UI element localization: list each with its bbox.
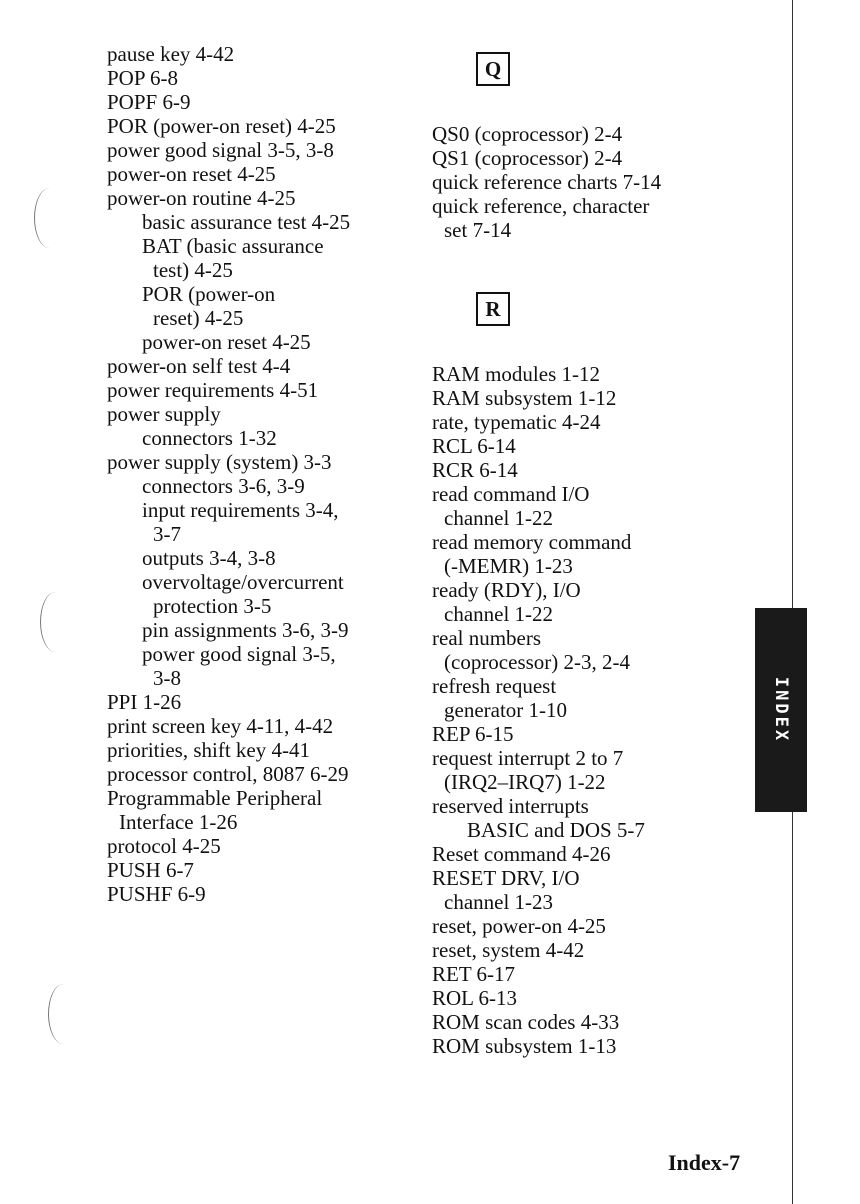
section-q-entries xyxy=(432,122,732,242)
index-entry: BAT (basic assurance xyxy=(142,234,324,258)
index-entry: channel 1-22 xyxy=(444,506,554,530)
index-entry: real numbers xyxy=(432,626,542,650)
index-entry: (coprocessor) 2-3, 2-4 xyxy=(444,650,631,674)
index-entry: quick reference, character xyxy=(432,194,650,218)
index-entry: (IRQ2–IRQ7) 1-22 xyxy=(444,770,606,794)
index-column-left xyxy=(107,42,427,906)
index-entry: 3-8 xyxy=(153,666,181,690)
index-entry: channel 1-23 xyxy=(444,890,554,914)
index-entry: PUSHF 6-9 xyxy=(107,882,206,906)
index-entry: ROM scan codes 4-33 xyxy=(432,1010,620,1034)
index-entry: RESET DRV, I/O xyxy=(432,866,580,890)
index-entry: request interrupt 2 to 7 xyxy=(432,746,624,770)
index-entry: power-on reset 4-25 xyxy=(142,330,311,354)
index-entry: 3-7 xyxy=(153,522,181,546)
binding-hole-mark xyxy=(48,984,79,1044)
index-entry: power supply (system) 3-3 xyxy=(107,450,332,474)
index-entry: processor control, 8087 6-29 xyxy=(107,762,349,786)
index-entry: overvoltage/overcurrent xyxy=(142,570,344,594)
section-letter-r: R xyxy=(476,292,510,326)
index-entry: quick reference charts 7-14 xyxy=(432,170,662,194)
index-entry: power supply xyxy=(107,402,221,426)
index-entry: RET 6-17 xyxy=(432,962,516,986)
index-entry: Reset command 4-26 xyxy=(432,842,611,866)
index-entry: (-MEMR) 1-23 xyxy=(444,554,573,578)
index-entry: Interface 1-26 xyxy=(119,810,238,834)
index-entry: reset, power-on 4-25 xyxy=(432,914,606,938)
index-entry: power requirements 4-51 xyxy=(107,378,319,402)
binding-hole-mark xyxy=(40,592,71,652)
index-entry: Programmable Peripheral xyxy=(107,786,323,810)
index-entry: ready (RDY), I/O xyxy=(432,578,581,602)
index-entry: connectors 1-32 xyxy=(142,426,277,450)
index-entry: POP 6-8 xyxy=(107,66,178,90)
index-entry: pin assignments 3-6, 3-9 xyxy=(142,618,349,642)
index-entry: input requirements 3-4, xyxy=(142,498,339,522)
section-letter-q: Q xyxy=(476,52,510,86)
index-thumb-tab xyxy=(755,608,807,812)
index-entry: QS0 (coprocessor) 2-4 xyxy=(432,122,623,146)
index-entry: POR (power-on xyxy=(142,282,276,306)
index-entry: power-on reset 4-25 xyxy=(107,162,276,186)
index-entry: power-on routine 4-25 xyxy=(107,186,296,210)
index-entry: generator 1-10 xyxy=(444,698,568,722)
index-entry: QS1 (coprocessor) 2-4 xyxy=(432,146,623,170)
index-entry: POPF 6-9 xyxy=(107,90,191,114)
index-entry: outputs 3-4, 3-8 xyxy=(142,546,276,570)
index-entry: power-on self test 4-4 xyxy=(107,354,291,378)
section-r-entries xyxy=(432,362,732,1058)
index-entry: read memory command xyxy=(432,530,632,554)
index-entry: read command I/O xyxy=(432,482,590,506)
index-column-right xyxy=(432,42,732,1058)
index-entry: protection 3-5 xyxy=(153,594,272,618)
index-entry: test) 4-25 xyxy=(153,258,233,282)
index-entry: protocol 4-25 xyxy=(107,834,221,858)
index-entry: POR (power-on reset) 4-25 xyxy=(107,114,336,138)
page-number: Index-7 xyxy=(668,1150,741,1175)
index-entry: BASIC and DOS 5-7 xyxy=(467,818,645,842)
index-entry: ROM subsystem 1-13 xyxy=(432,1034,617,1058)
index-entry: RAM subsystem 1-12 xyxy=(432,386,617,410)
index-entry: PPI 1-26 xyxy=(107,690,182,714)
index-entry: channel 1-22 xyxy=(444,602,554,626)
binding-hole-mark xyxy=(34,188,65,248)
index-entry: RCL 6-14 xyxy=(432,434,516,458)
page-edge-rule xyxy=(792,0,793,1204)
index-entry: connectors 3-6, 3-9 xyxy=(142,474,305,498)
index-tab-label: INDEX xyxy=(771,676,791,744)
index-entry: reset) 4-25 xyxy=(153,306,244,330)
index-entry: PUSH 6-7 xyxy=(107,858,194,882)
index-entry: print screen key 4-11, 4-42 xyxy=(107,714,334,738)
index-entry: power good signal 3-5, 3-8 xyxy=(107,138,334,162)
index-entry: set 7-14 xyxy=(444,218,512,242)
index-entry: refresh request xyxy=(432,674,557,698)
index-entry: RAM modules 1-12 xyxy=(432,362,600,386)
index-entry: ROL 6-13 xyxy=(432,986,517,1010)
index-entry: RCR 6-14 xyxy=(432,458,518,482)
index-entry: priorities, shift key 4-41 xyxy=(107,738,310,762)
index-entry: power good signal 3-5, xyxy=(142,642,336,666)
index-entry: basic assurance test 4-25 xyxy=(142,210,351,234)
index-entry: reset, system 4-42 xyxy=(432,938,585,962)
index-entry: reserved interrupts xyxy=(432,794,589,818)
index-entry: REP 6-15 xyxy=(432,722,514,746)
index-entry: pause key 4-42 xyxy=(107,42,235,66)
index-entry: rate, typematic 4-24 xyxy=(432,410,601,434)
